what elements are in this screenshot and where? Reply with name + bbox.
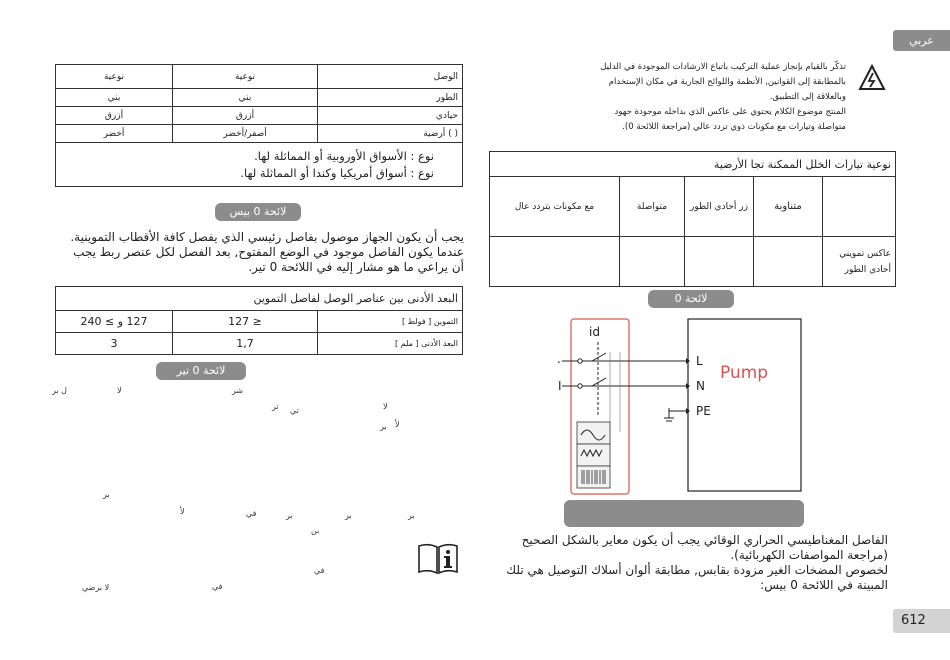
text-fragment: بر <box>380 422 387 431</box>
col-pulsating: زر أحادي الطور <box>685 177 754 237</box>
text-fragment: بر <box>103 490 110 499</box>
wire-cell: الطور <box>318 89 463 107</box>
wire-notes: نوع : الأسواق الأوروبية أو المماثلة لها. نوع : أسواق أمريكيا وكندا أو المماثلة لها. <box>56 143 463 187</box>
pump-label: Pump <box>720 363 769 383</box>
earth-fault-table <box>489 151 896 287</box>
distance-cell: البعد الأدنى [ ملم ] <box>318 333 463 355</box>
text-fragment: تر <box>272 402 279 411</box>
text-fragment: لأ <box>395 420 400 429</box>
text-fragment: في <box>246 509 257 518</box>
diagram-left-dot: . <box>557 352 561 366</box>
text-fragment: لا <box>117 386 122 395</box>
row-inverter: عاكس تمويني أحادي الطور <box>823 237 896 287</box>
earth-table-title: نوعية تيارات الخلل الممكنة تجا الأرضية <box>490 152 896 177</box>
col-alternating: متناوبة <box>754 177 823 237</box>
wire-cell: أصفر/أخضر <box>173 125 318 143</box>
wire-cell: بني <box>56 89 173 107</box>
text-fragment: بر <box>286 511 293 520</box>
wire-cell: بني <box>173 89 318 107</box>
language-tab[interactable]: عربي <box>893 30 950 51</box>
text-fragment: في <box>212 582 223 591</box>
wire-header-type-2: نوعية <box>56 65 173 89</box>
terminal-n: N <box>696 379 705 393</box>
distance-cell: ≤ 127 <box>173 311 318 333</box>
protection-text: الفاصل المغناطيسي الحراري الوقائي يجب أن يكون معاير بالشكل الصحيح (مراجعة المواصفات الكهربائية). لخصوص المضخات الغير مزودة بقابس, مطابقة ألوان أسلاك التوصيل هي تلك المبينة في اللائحة 0 بيس: <box>506 533 888 592</box>
text-fragment: بر <box>345 511 352 520</box>
wire-cell: أزرق <box>56 107 173 125</box>
table-caption-left-2: لائحة 0 تير <box>156 362 246 380</box>
caption-bar <box>564 500 804 527</box>
distance-title: البعد الأدنى بين عناصر الوصل لفاصل التموين <box>56 287 463 311</box>
text-fragment: تي <box>290 406 299 415</box>
text-fragment: بن <box>311 526 320 535</box>
distance-cell: التموين [ فولط ] <box>318 311 463 333</box>
distance-cell: 127 و ≥ 240 <box>56 311 173 333</box>
wire-cell: أزرق <box>173 107 318 125</box>
diagram-id-label: id <box>589 325 600 339</box>
info-book-icon <box>416 542 460 576</box>
col-continuous: متواصلة <box>620 177 685 237</box>
terminal-pe: PE <box>696 404 711 418</box>
wire-cell: ( ) أرضية <box>318 125 463 143</box>
table-caption-right: لائحة 0 <box>648 290 734 308</box>
distance-table <box>55 286 463 355</box>
wire-cell: حيادي <box>318 107 463 125</box>
table-caption-left-1: لائحة 0 بيس <box>215 203 301 221</box>
wire-header-connection: الوصل <box>318 65 463 89</box>
diagram-left-i: I <box>558 379 562 393</box>
col-high-frequency: مع مكونات بتردد عال <box>490 177 620 237</box>
distance-cell: 1,7 <box>173 333 318 355</box>
text-fragment: ل بر <box>52 386 67 395</box>
distance-cell: 3 <box>56 333 173 355</box>
warning-text: تذكّر بالقيام بإنجاز عملية التركيب باتباع الارشادات الموجودة في الدليل بالمطابقة إلى القوانين, الأنظمة واللوائح الجارية في مكان الإستخدام وبالعلاقة إلى التطبيق. المنتج موضوع الكلام يحتوي على عاكس الذي بداخله موجودة جهود متواصلة وتيارات مع مكونات ذوي تردد عالي (مراجعة اللائحة 0). <box>600 62 846 132</box>
isolator-text: يجب أن يكون الجهاز موصول بفاصل رئيسي الذي يفصل كافة الأقطاب التموينية. عندما يكون الفاصل موجود في الوضع المفتوح, بعد الفصل لكل عنصر ربط يجب أن يراعي ما هو مشار إليه في اللائحة 0 تير. <box>70 230 464 274</box>
text-fragment: بر <box>408 511 415 520</box>
wiring-diagram <box>540 312 810 502</box>
text-fragment: لا برضي <box>82 583 110 592</box>
wire-cell: أخضر <box>56 125 173 143</box>
text-fragment: شر <box>232 386 244 395</box>
wire-color-table <box>55 64 463 187</box>
text-fragment: لا <box>383 402 388 411</box>
text-fragment: لأ <box>180 507 185 516</box>
terminal-l: L <box>696 354 703 368</box>
text-fragment: في <box>314 566 325 575</box>
page-number: 612 <box>893 609 950 633</box>
electric-warning-icon <box>858 64 886 92</box>
wire-header-type-1: نوعية <box>173 65 318 89</box>
